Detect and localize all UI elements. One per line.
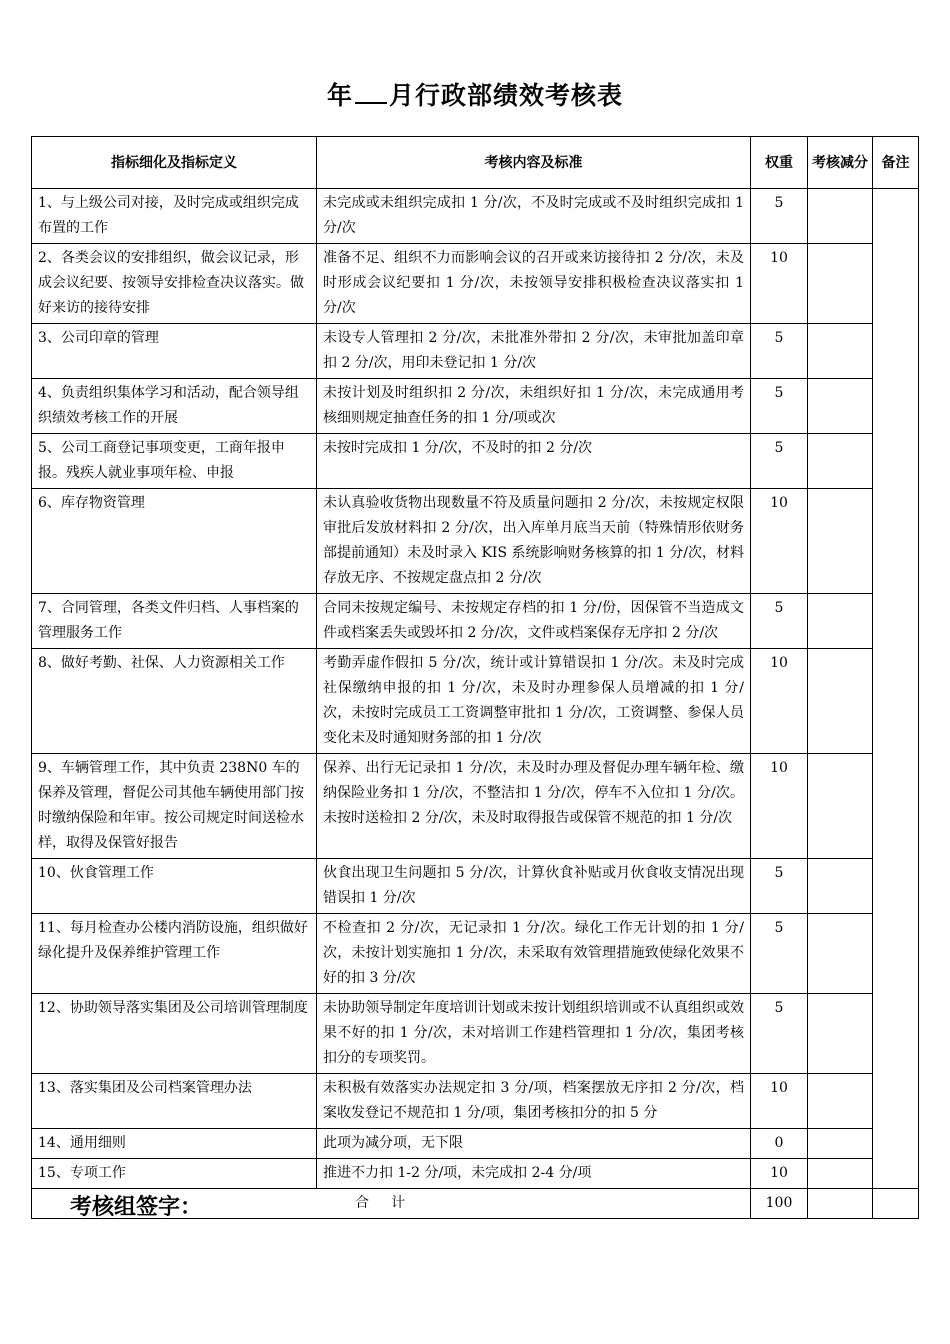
standard-cell: 不检查扣 2 分/次，无记录扣 1 分/次。绿化工作无计划的扣 1 分/次，未按计划实施扣 1 分/次，未采取有效管理措施致使绿化效果不好的扣 3 分/次 xyxy=(317,914,751,994)
weight-cell: 5 xyxy=(751,594,808,649)
indicator-cell: 14、通用细则 xyxy=(32,1129,317,1159)
weight-cell: 0 xyxy=(751,1129,808,1159)
remark-cell[interactable] xyxy=(873,189,919,1189)
month-blank-line xyxy=(355,80,387,104)
weight-cell: 5 xyxy=(751,914,808,994)
table-row xyxy=(32,379,919,434)
deduction-cell[interactable] xyxy=(808,594,873,649)
weight-cell: 10 xyxy=(751,1159,808,1189)
header-weight: 权重 xyxy=(751,137,808,189)
indicator-cell: 2、各类会议的安排组织，做会议记录，形成会议纪要、按领导安排检查决议落实。做好来访的接待安排 xyxy=(32,244,317,324)
table-row xyxy=(32,434,919,489)
page-title xyxy=(0,76,950,112)
table-row xyxy=(32,1074,919,1129)
header-standard: 考核内容及标准 xyxy=(317,137,751,189)
standard-cell: 推进不力扣 1-2 分/项，未完成扣 2-4 分/项 xyxy=(317,1159,751,1189)
weight-cell: 10 xyxy=(751,489,808,594)
table-row xyxy=(32,594,919,649)
standard-cell: 未协助领导制定年度培训计划或未按计划组织培训或不认真组织或效果不好的扣 1 分/次，未对培训工作建档管理扣 1 分/次，集团考核扣分的专项奖罚。 xyxy=(317,994,751,1074)
weight-cell: 5 xyxy=(751,189,808,244)
indicator-cell: 7、合同管理，各类文件归档、人事档案的管理服务工作 xyxy=(32,594,317,649)
header-row xyxy=(32,137,919,189)
assessment-table xyxy=(31,136,919,1219)
deduction-cell[interactable] xyxy=(808,189,873,244)
standard-cell: 考勤弄虚作假扣 5 分/次，统计或计算错误扣 1 分/次。未及时完成社保缴纳申报的扣 1 分/次，未及时办理参保人员增减的扣 1 分/次，未按时完成员工工资调整审批扣 1 分/次，工资调整、参保人员变化未及时通知财务部的扣 1 分/次 xyxy=(317,649,751,754)
deduction-cell[interactable] xyxy=(808,649,873,754)
header-deduction: 考核减分 xyxy=(808,137,873,189)
indicator-cell: 5、公司工商登记事项变更，工商年报申报。残疾人就业事项年检、申报 xyxy=(32,434,317,489)
header-remark: 备注 xyxy=(873,137,919,189)
table-row xyxy=(32,489,919,594)
weight-cell: 5 xyxy=(751,859,808,914)
deduction-cell[interactable] xyxy=(808,1074,873,1129)
deduction-cell[interactable] xyxy=(808,324,873,379)
indicator-cell: 13、落实集团及公司档案管理办法 xyxy=(32,1074,317,1129)
deduction-cell[interactable] xyxy=(808,859,873,914)
weight-cell: 5 xyxy=(751,434,808,489)
standard-cell: 未设专人管理扣 2 分/次，未批准外带扣 2 分/次，未审批加盖印章扣 2 分/次，用印未登记扣 1 分/次 xyxy=(317,324,751,379)
total-weight: 100 xyxy=(751,1189,808,1219)
standard-cell: 未按时完成扣 1 分/次，不及时的扣 2 分/次 xyxy=(317,434,751,489)
deduction-cell[interactable] xyxy=(808,244,873,324)
standard-cell: 伙食出现卫生问题扣 5 分/次，计算伙食补贴或月伙食收支情况出现错误扣 1 分/次 xyxy=(317,859,751,914)
table-row xyxy=(32,754,919,859)
header-indicator: 指标细化及指标定义 xyxy=(32,137,317,189)
title-main: 月行政部绩效考核表 xyxy=(389,81,624,110)
standard-cell: 保养、出行无记录扣 1 分/次，未及时办理及督促办理车辆年检、缴纳保险业务扣 1 分/次，不整洁扣 1 分/次，停车不入位扣 1 分/次。未按时送检扣 2 分/次，未及时取得报告或保管不规范的扣 1 分/次 xyxy=(317,754,751,859)
total-label: 合计 xyxy=(32,1189,751,1219)
standard-cell: 此项为减分项，无下限 xyxy=(317,1129,751,1159)
standard-cell: 未按计划及时组织扣 2 分/次，未组织好扣 1 分/次，未完成通用考核细则规定抽查任务的扣 1 分/项或次 xyxy=(317,379,751,434)
deduction-cell[interactable] xyxy=(808,994,873,1074)
indicator-cell: 8、做好考勤、社保、人力资源相关工作 xyxy=(32,649,317,754)
indicator-cell: 11、每月检查办公楼内消防设施，组织做好绿化提升及保养维护管理工作 xyxy=(32,914,317,994)
weight-cell: 5 xyxy=(751,994,808,1074)
indicator-cell: 6、库存物资管理 xyxy=(32,489,317,594)
title-year-suffix: 年 xyxy=(326,81,353,110)
standard-cell: 未积极有效落实办法规定扣 3 分/项，档案摆放无序扣 2 分/次，档案收发登记不规范扣 1 分/项，集团考核扣分的扣 5 分 xyxy=(317,1074,751,1129)
table-row xyxy=(32,914,919,994)
indicator-cell: 1、与上级公司对接，及时完成或组织完成布置的工作 xyxy=(32,189,317,244)
deduction-cell[interactable] xyxy=(808,379,873,434)
indicator-cell: 12、协助领导落实集团及公司培训管理制度 xyxy=(32,994,317,1074)
weight-cell: 5 xyxy=(751,379,808,434)
deduction-cell[interactable] xyxy=(808,489,873,594)
table-row xyxy=(32,244,919,324)
indicator-cell: 4、负责组织集体学习和活动，配合领导组织绩效考核工作的开展 xyxy=(32,379,317,434)
signature-label: 考核组签字： xyxy=(70,1194,203,1220)
deduction-cell[interactable] xyxy=(808,754,873,859)
table-row xyxy=(32,189,919,244)
standard-cell: 合同未按规定编号、未按规定存档的扣 1 分/份，因保管不当造成文件或档案丢失或毁坏扣 2 分/次，文件或档案保存无序扣 2 分/次 xyxy=(317,594,751,649)
indicator-cell: 10、伙食管理工作 xyxy=(32,859,317,914)
deduction-cell[interactable] xyxy=(808,1159,873,1189)
table-row xyxy=(32,324,919,379)
deduction-cell[interactable] xyxy=(808,434,873,489)
table-row xyxy=(32,859,919,914)
weight-cell: 10 xyxy=(751,1074,808,1129)
weight-cell: 10 xyxy=(751,649,808,754)
weight-cell: 10 xyxy=(751,244,808,324)
indicator-cell: 15、专项工作 xyxy=(32,1159,317,1189)
standard-cell: 未认真验收货物出现数量不符及质量问题扣 2 分/次，未按规定权限审批后发放材料扣 2 分/次，出入库单月底当天前（特殊情形依财务部提前通知）未及时录入 KIS 系统影响财务核算的扣 1 分/次，材料存放无序、不按规定盘点扣 2 分/次 xyxy=(317,489,751,594)
table-row xyxy=(32,1129,919,1159)
total-deduction-cell[interactable] xyxy=(808,1189,873,1219)
table-row xyxy=(32,649,919,754)
standard-cell: 未完成或未组织完成扣 1 分/次，不及时完成或不及时组织完成扣 1 分/次 xyxy=(317,189,751,244)
total-remark-cell[interactable] xyxy=(873,1189,919,1219)
weight-cell: 10 xyxy=(751,754,808,859)
table-row xyxy=(32,994,919,1074)
deduction-cell[interactable] xyxy=(808,914,873,994)
indicator-cell: 3、公司印章的管理 xyxy=(32,324,317,379)
weight-cell: 5 xyxy=(751,324,808,379)
standard-cell: 准备不足、组织不力而影响会议的召开或来访接待扣 2 分/次，未及时形成会议纪要扣 1 分/次，未按领导安排积极检查决议落实扣 1 分/次 xyxy=(317,244,751,324)
table-row xyxy=(32,1159,919,1189)
deduction-cell[interactable] xyxy=(808,1129,873,1159)
indicator-cell: 9、车辆管理工作，其中负责 238N0 车的保养及管理，督促公司其他车辆使用部门按时缴纳保险和年审。按公司规定时间送检水样，取得及保管好报告 xyxy=(32,754,317,859)
